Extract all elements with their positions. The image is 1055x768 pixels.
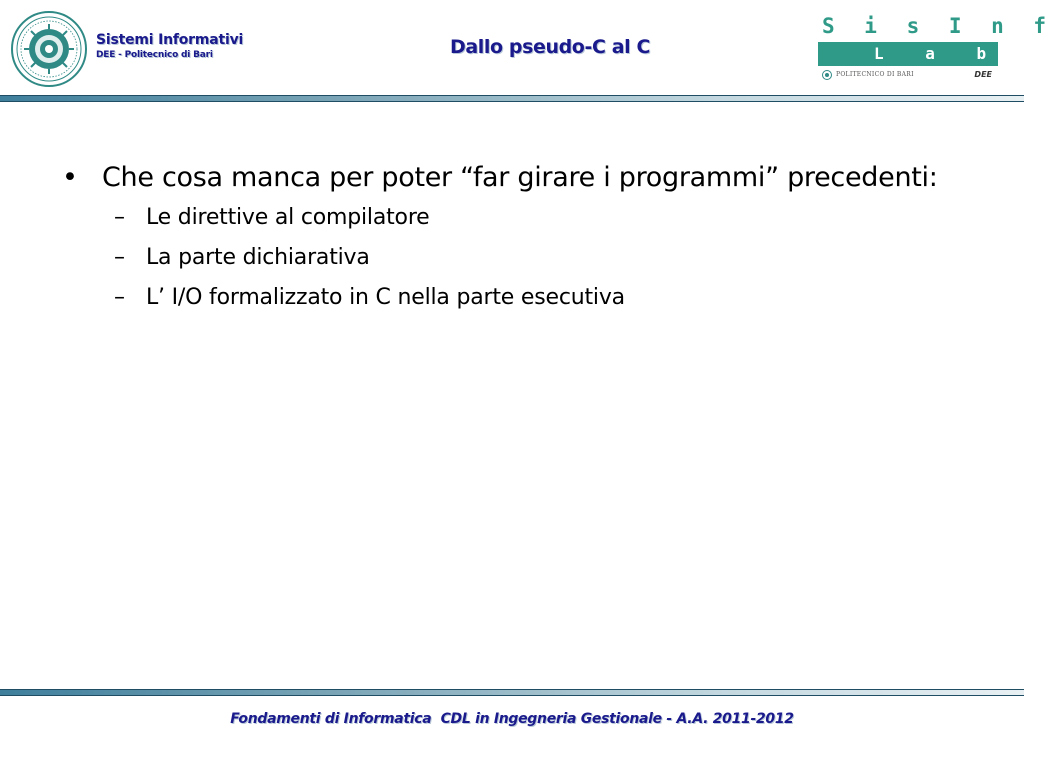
bullet-marker: • (62, 162, 78, 193)
footer-divider (0, 689, 1024, 696)
header-divider (0, 95, 1024, 102)
small-seal-icon (822, 70, 832, 80)
bullet-item (62, 160, 962, 196)
lab-logo-dee-text: DEE (974, 70, 992, 79)
slide-footer: Fondamenti di Informatica CDL in Ingegneria Gestionale - A.A. 2011-2012 (230, 711, 794, 727)
dash-marker: – (114, 205, 125, 230)
lab-logo-bottom-text: L a b (874, 44, 1003, 63)
lab-logo-top-text: S i s I n f (822, 14, 1055, 38)
sub-bullet-item (62, 198, 962, 238)
sub-bullet-text: Le direttive al compilatore (146, 205, 430, 230)
organization-subtitle: DEE - Politecnico di Bari (96, 50, 213, 60)
sub-bullet-text: La parte dichiarativa (146, 245, 370, 270)
sub-bullet-text: L’ I/O formalizzato in C nella parte esecutiva (146, 285, 625, 310)
dash-marker: – (114, 245, 125, 270)
lab-logo-footer (820, 70, 996, 82)
organization-name: Sistemi Informativi (96, 32, 244, 48)
organization-header (96, 31, 243, 61)
bullet-text: Che cosa manca per poter “far girare i programmi” precedenti: (102, 162, 938, 193)
slide-content (62, 160, 962, 318)
sisinf-lab-logo (818, 14, 1055, 82)
lab-logo-politecnico-text: POLITECNICO DI BARI (836, 71, 914, 78)
university-seal-icon (10, 10, 88, 88)
sub-bullet-item (62, 238, 962, 278)
sub-bullet-item (62, 278, 962, 318)
sub-bullet-list (62, 198, 962, 318)
slide-title: Dallo pseudo-C al C (450, 36, 650, 58)
dash-marker: – (114, 285, 125, 310)
